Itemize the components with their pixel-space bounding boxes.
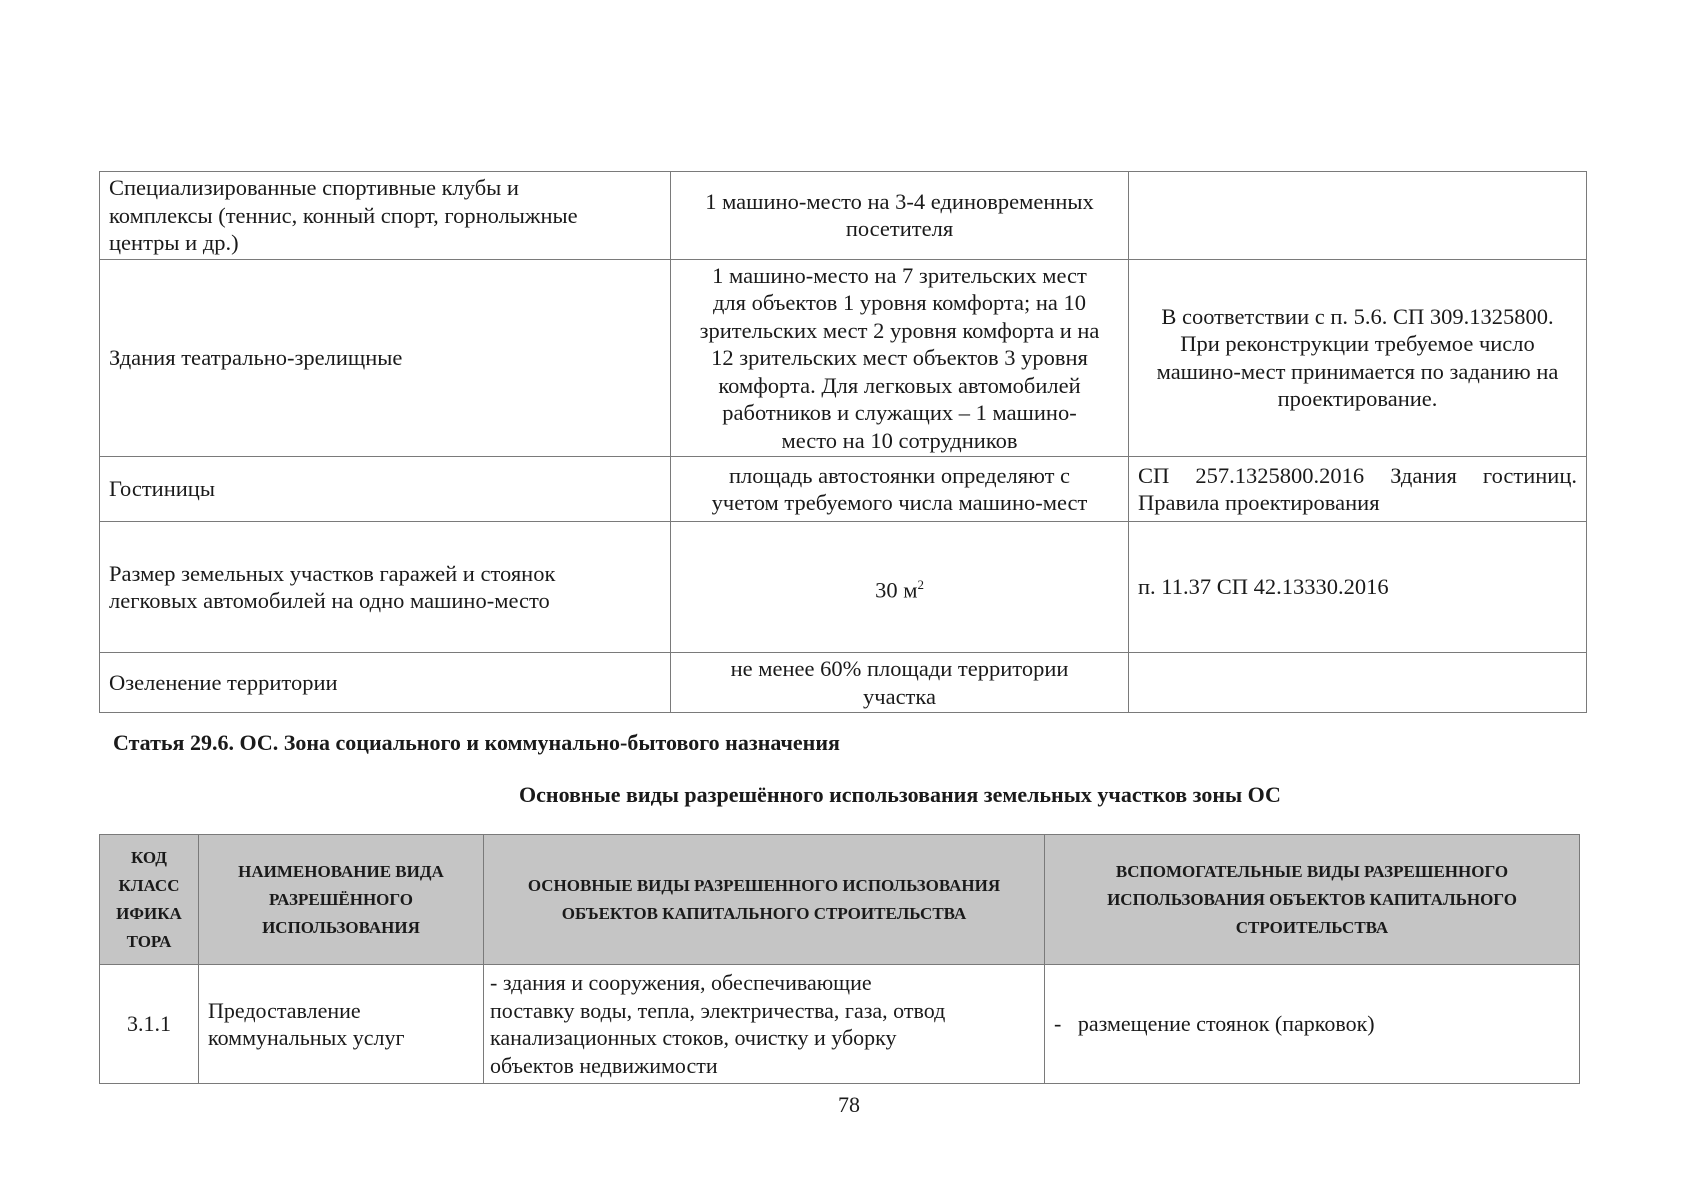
reference-cell: СП 257.1325800.2016 Здания гостиниц. Правила проектирования [1129, 457, 1587, 522]
header-aux-uses: ВСПОМОГАТЕЛЬНЫЕ ВИДЫ РАЗРЕШЕННОГО ИСПОЛЬЗОВАНИЯ ОБЪЕКТОВ КАПИТАЛЬНОГО СТРОИТЕЛЬСТВА [1045, 835, 1580, 965]
parking-norm-cell: не менее 60% площади территории участка [671, 653, 1129, 713]
table-row [100, 259, 1587, 457]
parking-norm-cell: 1 машино-место на 7 зрительских мест для объектов 1 уровня комфорта; на 10 зрительских мест 2 уровня комфорта и на 12 зрительских мест объектов 3 уровня комфорта. Для легковых автомобилей работников и служащих – 1 машино- место на 10 сотрудников [671, 259, 1129, 457]
table-row [100, 653, 1587, 713]
reference-cell: В соответствии с п. 5.6. СП 309.1325800. При реконструкции требуемое число машино-мест принимается по заданию на проектирование. [1129, 259, 1587, 457]
aux-use-cell: - размещение стоянок (парковок) [1045, 965, 1580, 1084]
object-name-cell: Специализированные спортивные клубы и комплексы (теннис, конный спорт, горнолыжные центры и др.) [100, 172, 671, 260]
header-use-name: НАИМЕНОВАНИЕ ВИДА РАЗРЕШЁННОГО ИСПОЛЬЗОВАНИЯ [199, 835, 484, 965]
norms-table [99, 171, 1587, 713]
table-header-row [100, 835, 1580, 965]
reference-cell [1129, 653, 1587, 713]
parking-norm-cell: площадь автостоянки определяют с учетом требуемого числа машино-мест [671, 457, 1129, 522]
classifier-code-cell: 3.1.1 [100, 965, 199, 1084]
article-title: Статья 29.6. ОС. Зона социального и коммунально-бытового назначения [113, 730, 840, 755]
table-row [100, 172, 1587, 260]
parking-norm-cell: 1 машино-место на 3-4 единовременных посетителя [671, 172, 1129, 260]
object-name-cell: Размер земельных участков гаражей и стоянок легковых автомобилей на одно машино-место [100, 522, 671, 653]
header-main-uses: ОСНОВНЫЕ ВИДЫ РАЗРЕШЕННОГО ИСПОЛЬЗОВАНИЯ ОБЪЕКТОВ КАПИТАЛЬНОГО СТРОИТЕЛЬСТВА [484, 835, 1045, 965]
object-name-cell: Озеленение территории [100, 653, 671, 713]
zone-subtitle: Основные виды разрешённого использования земельных участков зоны ОС [519, 782, 1281, 807]
area-value: 30 м [875, 577, 918, 602]
main-use-cell: - здания и сооружения, обеспечивающие поставку воды, тепла, электричества, газа, отвод канализационных стоков, очистку и уборку объектов недвижимости [484, 965, 1045, 1084]
use-name-cell: Предоставление коммунальных услуг [199, 965, 484, 1084]
parking-norm-cell [671, 522, 1129, 653]
object-name-cell: Гостиницы [100, 457, 671, 522]
reference-cell [1129, 172, 1587, 260]
table-row [100, 965, 1580, 1084]
page-number: 78 [838, 1092, 860, 1117]
table-row [100, 522, 1587, 653]
permitted-uses-table [99, 834, 1580, 1084]
reference-cell: п. 11.37 СП 42.13330.2016 [1129, 522, 1587, 653]
header-code: КОД КЛАСС ИФИКА ТОРА [100, 835, 199, 965]
table-row [100, 457, 1587, 522]
area-unit-superscript: 2 [917, 576, 924, 592]
object-name-cell: Здания театрально-зрелищные [100, 259, 671, 457]
